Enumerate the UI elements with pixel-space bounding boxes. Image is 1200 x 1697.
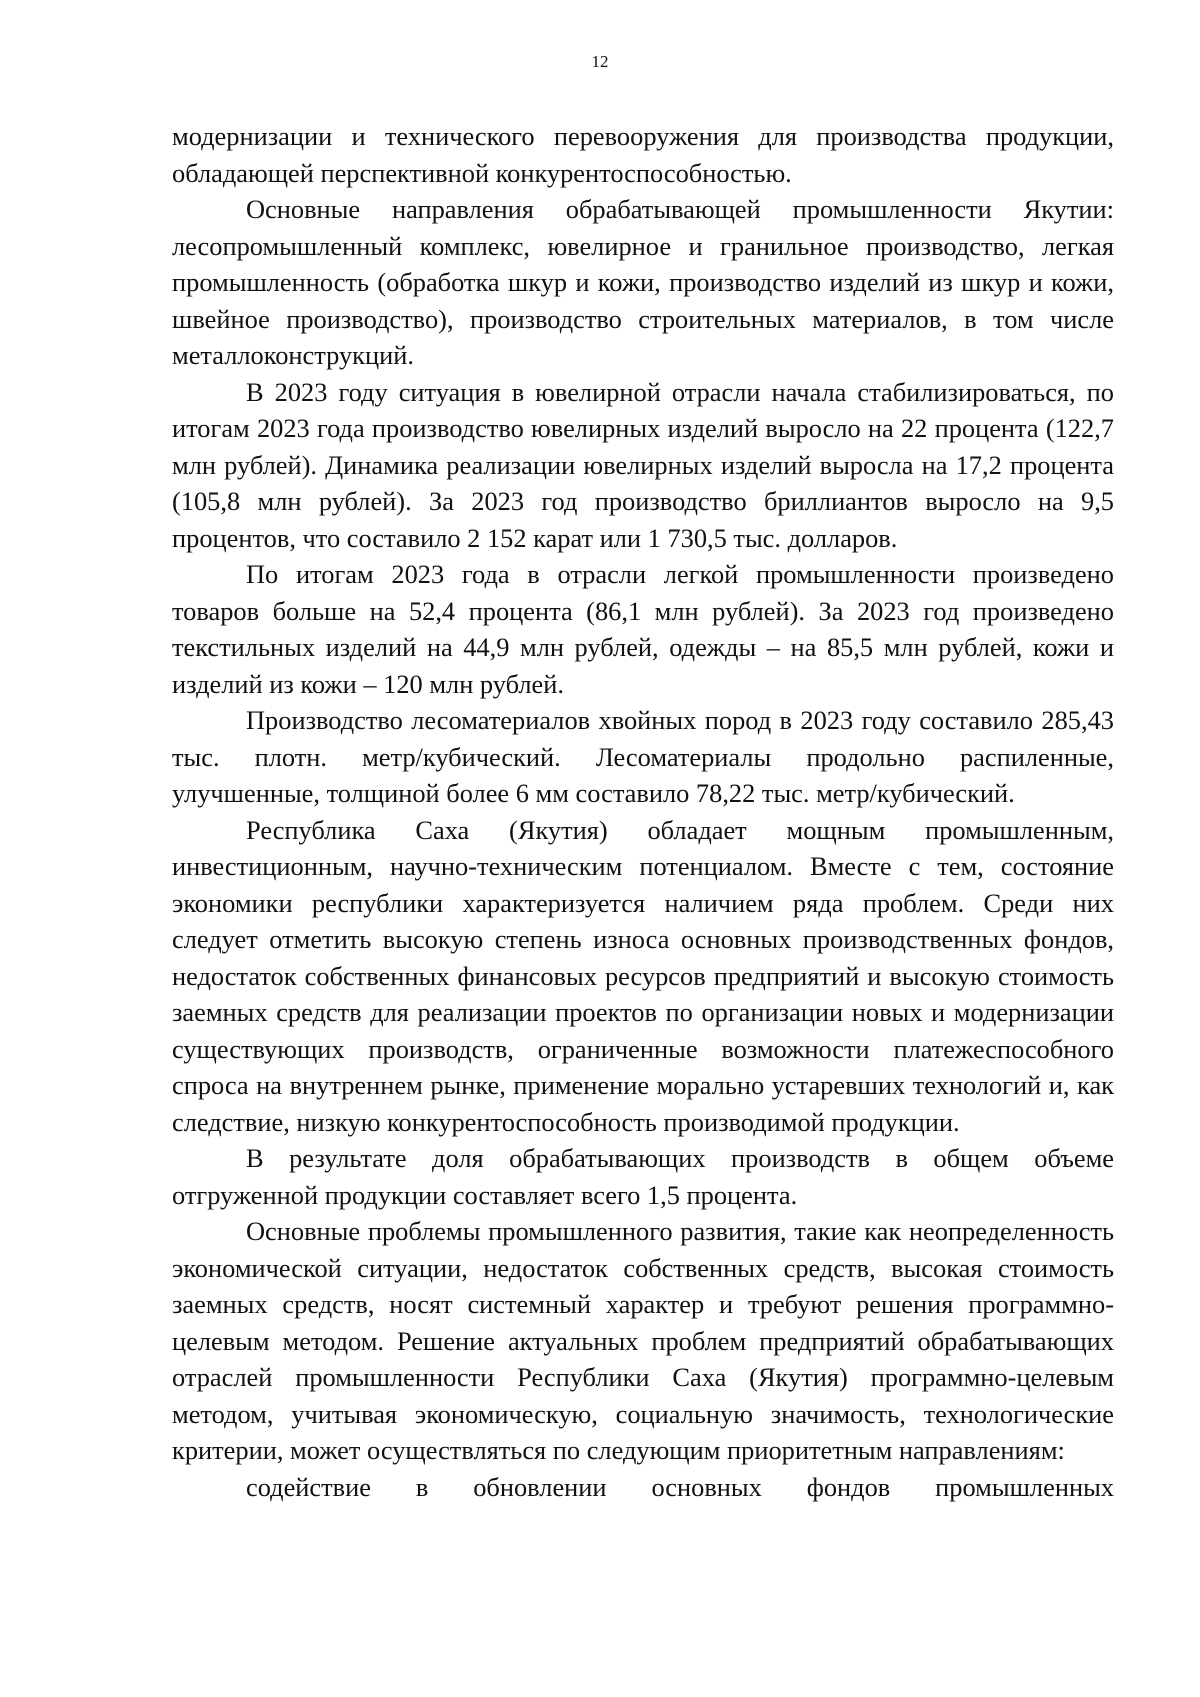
document-body: [172, 118, 1114, 1505]
paragraph-economic-problems: Республика Саха (Якутия) обладает мощным промышленным, инвестиционным, научно-техническим потенциалом. Вместе с тем, состояние экономики республики характеризуется наличием ряда проблем. Среди них следует отметить высокую степень износа основных производственных фондов, недостаток собственных финансовых ресурсов предприятий и высокую стоимость заемных средств для реализации проектов по организации новых и модернизации существующих производств, ограниченные возможности платежеспособного спроса на внутреннем рынке, применение морально устаревших технологий и, как следствие, низкую конкурентоспособность производимой продукции.: [172, 814, 1114, 1137]
paragraph-jewelry-industry: В 2023 году ситуация в ювелирной отрасли начала стабилизироваться, по итогам 2023 года производство ювелирных изделий выросло на 22 процента (122,7 млн рублей). Динамика реализации ювелирных изделий выросла на 17,2 процента (105,8 млн рублей). За 2023 год производство бриллиантов выросло на 9,5 процентов, что составило 2 152 карат или 1 730,5 тыс. долларов.: [172, 376, 1114, 553]
paragraph-manufacturing-share: В результате доля обрабатывающих производств в общем объеме отгруженной продукции составляет всего 1,5 процента.: [172, 1143, 1114, 1210]
paragraph-manufacturing-directions: Основные направления обрабатывающей промышленности Якутии: лесопромышленный комплекс, ювелирное и гранильное производство, легкая промышленность (обработка шкур и кожи, производство изделий из шкур и кожи, швейное производство), производство строительных материалов, в том числе металлоконструкций.: [172, 194, 1114, 370]
paragraph-list-item-fund-renewal: содействие в обновлении основных фондов промышленных: [246, 1471, 1114, 1502]
paragraph-continuation: модернизации и технического перевооружения для производства продукции, обладающей перспективной конкурентоспособностью.: [172, 121, 1114, 188]
paragraph-light-industry: По итогам 2023 года в отрасли легкой промышленности произведено товаров больше на 52,4 процента (86,1 млн рублей). За 2023 год произведено текстильных изделий на 44,9 млн рублей, одежды – на 85,5 млн рублей, кожи и изделий из кожи – 120 млн рублей.: [172, 559, 1114, 699]
paragraph-timber-production: Производство лесоматериалов хвойных пород в 2023 году составило 285,43 тыс. плотн. метр/кубический. Лесоматериалы продольно распиленные, улучшенные, толщиной более 6 мм составило 78,22 тыс. метр/кубический.: [172, 705, 1114, 808]
paragraph-priority-directions: Основные проблемы промышленного развития, такие как неопределенность экономической ситуации, недостаток собственных средств, высокая стоимость заемных средств, носят системный характер и требуют решения программно-целевым методом. Решение актуальных проблем предприятий обрабатывающих отраслей промышленности Республики Саха (Якутия) программно-целевым методом, учитывая экономическую, социальную значимость, технологические критерии, может осуществляться по следующим приоритетным направлениям:: [172, 1216, 1114, 1465]
page-number: 12: [591, 52, 609, 71]
